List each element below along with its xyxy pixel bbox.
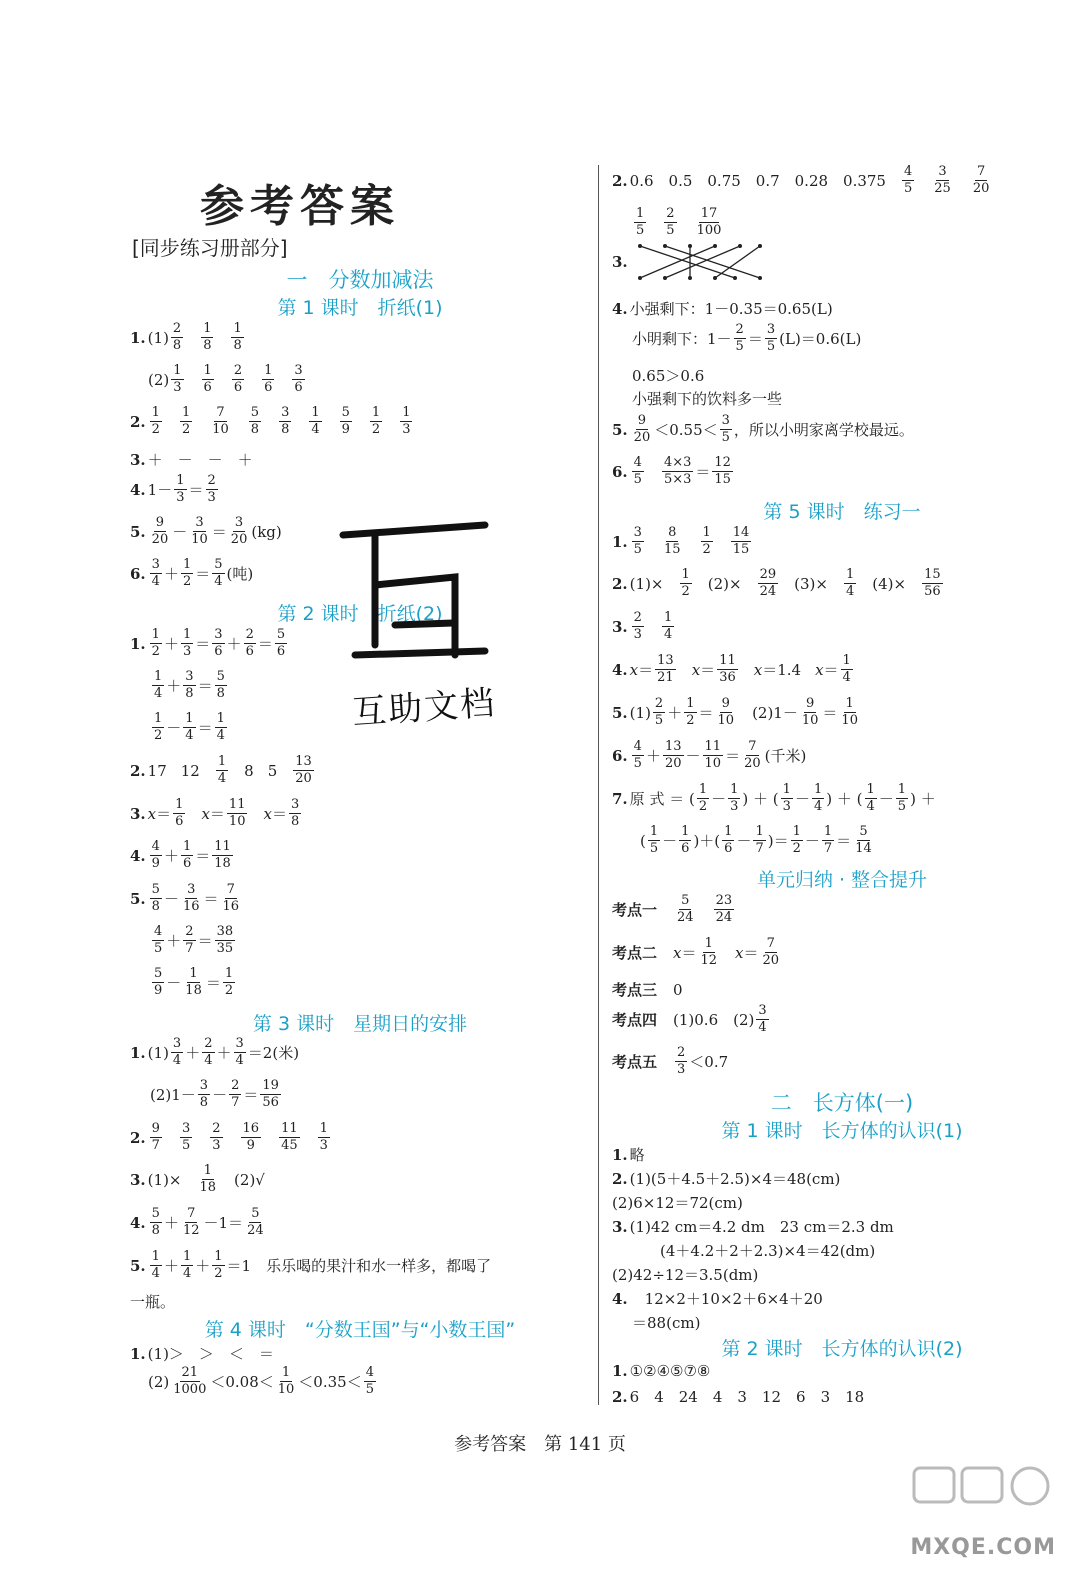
answer-line: $\frac{1}{2}$ － $\frac{1}{4}$ ＝ $\frac{1}{4}$ — [154, 711, 225, 743]
answer-line: 5. $\frac{9}{20}$ ＜0.55＜ $\frac{3}{5}$ ，所以小明家离学校最远。 — [612, 413, 914, 445]
column-divider — [598, 165, 599, 1405]
answer-line: 2. 0.6 0.5 0.75 0.7 0.28 0.375 $\frac{4}{5}$ $\frac{3}{25}$ $\frac{7}{20}$ — [612, 164, 990, 196]
answer-line: 0.65＞0.6 — [632, 367, 705, 385]
answer-line: (2)42÷12＝3.5(dm) — [612, 1266, 759, 1284]
unit-heading: 一 分数加减法 — [286, 268, 434, 292]
answer-line: $\frac{1}{4}$ ＋ $\frac{3}{8}$ ＝ $\frac{5}{8}$ — [154, 669, 225, 701]
answer-line: 5. $\frac{9}{20}$ － $\frac{3}{10}$ ＝ $\frac{3}{20}$ (kg) — [130, 515, 282, 547]
answer-line: 3. $\frac{2}{3}$ $\frac{1}{4}$ — [612, 610, 673, 642]
lesson-heading: 第 5 课时 练习一 — [763, 501, 921, 523]
answer-line: 2. $\frac{9}{7}$ $\frac{3}{5}$ $\frac{2}{3}$ $\frac{16}{9}$ $\frac{11}{45}$ $\frac{1}{3}$ — [130, 1121, 328, 1153]
matching-diagram — [630, 242, 770, 282]
answer-line: 2. $\frac{1}{2}$ $\frac{1}{2}$ $\frac{7}{10}$ $\frac{5}{8}$ $\frac{3}{8}$ $\frac{1}{4}$ $\frac{5}{9}$ $\frac{1}{2}$ $\frac{1}{3}$ — [130, 405, 411, 437]
answer-line: 1. (1) $\frac{2}{8}$ $\frac{1}{8}$ $\frac{1}{8}$ — [130, 321, 242, 353]
answer-line: (2) $\frac{1}{3}$ $\frac{1}{6}$ $\frac{2}{6}$ $\frac{1}{6}$ $\frac{3}{6}$ — [148, 363, 303, 395]
answer-line: $\frac{4}{5}$ ＋ $\frac{2}{7}$ ＝ $\frac{38}{35}$ — [154, 924, 234, 956]
answer-line: 1. $\frac{3}{5}$ $\frac{8}{15}$ $\frac{1}{2}$ $\frac{14}{15}$ — [612, 525, 750, 557]
answer-line: 2. 6 4 24 4 3 12 6 3 18 — [612, 1387, 865, 1406]
answer-line: 5. (1) $\frac{2}{5}$ ＋ $\frac{1}{2}$ ＝ $\frac{9}{10}$ (2)1－ $\frac{9}{10}$ ＝ $\frac{1}{10}$ — [612, 696, 858, 728]
page-title: 参考答案 — [200, 181, 400, 232]
answer-line: 1. (1)＞ ＞ ＜ ＝ — [130, 1344, 274, 1363]
review-heading: 单元归纳 · 整合提升 — [756, 869, 928, 891]
lesson-heading: 第 2 课时 长方体的认识(2) — [721, 1338, 963, 1360]
answer-line: 3. (1)42 cm＝4.2 dm 23 cm＝2.3 dm — [612, 1217, 894, 1236]
answer-line: ＝88(cm) — [632, 1314, 701, 1332]
answer-line: $\frac{1}{5}$ $\frac{2}{5}$ $\frac{17}{100}$ — [636, 206, 722, 238]
lesson-heading: 第 1 课时 折纸(1) — [277, 297, 443, 319]
answer-line: 6. $\frac{3}{4}$ ＋ $\frac{1}{2}$ ＝ $\frac{5}{4}$ (吨) — [130, 557, 254, 589]
answer-line: (2)1－ $\frac{3}{8}$ － $\frac{2}{7}$ ＝ $\frac{19}{56}$ — [150, 1078, 279, 1110]
answer-line: (4＋4.2＋2＋2.3)×4＝42(dm) — [660, 1242, 876, 1260]
answer-line: ( $\frac{1}{5}$ － $\frac{1}{6}$ )＋( $\frac{1}{6}$ － $\frac{1}{7}$ )＝ $\frac{1}{2}$ － $\frac{1}{7}$ ＝ $\frac{5}{14}$ — [640, 824, 872, 856]
lesson-heading: 第 3 课时 星期日的安排 — [252, 1013, 468, 1035]
answer-line: 4. x ＝ $\frac{13}{21}$ x ＝ $\frac{11}{36}$ x ＝1.4 x ＝ $\frac{1}{4}$ — [612, 653, 851, 685]
answer-line: 1. 略 — [612, 1145, 645, 1164]
answer-line: 小强剩下的饮料多一些 — [632, 390, 783, 408]
unit-heading: 二 长方体(一) — [770, 1091, 914, 1115]
answer-line: (2)6×12＝72(cm) — [612, 1194, 743, 1212]
answer-line: 2. (1)× $\frac{1}{2}$ (2)× $\frac{29}{24}$ (3)× $\frac{1}{4}$ (4)× $\frac{15}{56}$ — [612, 567, 941, 599]
answer-line: 4. 小强剩下：1－0.35＝0.65(L) — [612, 299, 833, 318]
answer-line: 1. ①②④⑤⑦⑧ — [612, 1362, 711, 1380]
answer-line: 考点五 $\frac{2}{3}$ ＜0.7 — [612, 1045, 729, 1077]
answer-line: 6. $\frac{4}{5}$ $\frac{4\times 3}{5\times 3}$ ＝ $\frac{12}{15}$ — [612, 455, 731, 487]
answer-line: 4. $\frac{4}{9}$ ＋ $\frac{1}{6}$ ＝ $\frac{11}{18}$ — [130, 839, 231, 871]
answer-line: 考点二 x ＝ $\frac{1}{12}$ x ＝ $\frac{7}{20}$ — [612, 936, 780, 968]
lesson-heading: 第 2 课时 折纸(2) — [277, 603, 443, 625]
watermark-text: 互助文档 — [351, 683, 498, 733]
answer-line: 4. 1－ $\frac{1}{3}$ ＝ $\frac{2}{3}$ — [130, 473, 216, 505]
answer-line: 1. $\frac{1}{2}$ ＋ $\frac{1}{3}$ ＝ $\frac{3}{6}$ ＋ $\frac{2}{6}$ ＝ $\frac{5}{6}$ — [130, 627, 286, 659]
lesson-heading: 第 1 课时 长方体的认识(1) — [721, 1120, 963, 1142]
answer-line: 4. $\frac{5}{8}$ ＋ $\frac{7}{12}$ －1＝ $\frac{5}{24}$ — [130, 1206, 264, 1238]
section-tag: [同步练习册部分] — [132, 236, 288, 260]
answer-line: 考点四 (1)0.6 (2) $\frac{3}{4}$ — [612, 1003, 767, 1035]
answer-line: 2. 17 12 $\frac{1}{4}$ 8 5 $\frac{13}{20}$ — [130, 754, 312, 786]
answer-line: 3. (1)× $\frac{1}{18}$ (2)√ — [130, 1163, 265, 1195]
answer-line: 7. 原 式 ＝ ( $\frac{1}{2}$ － $\frac{1}{3}$ ) ＋ ( $\frac{1}{3}$ － $\frac{1}{4}$ ) ＋ ( $\frac{1}{4}$ － $\frac{1}{5}$ ) ＋ — [612, 782, 936, 814]
answer-line: (2) $\frac{21}{1000}$ ＜0.08＜ $\frac{1}{10}$ ＜0.35＜ $\frac{4}{5}$ — [148, 1365, 374, 1397]
answer-line: 1. (1) $\frac{3}{4}$ ＋ $\frac{2}{4}$ ＋ $\frac{3}{4}$ ＝2(米) — [130, 1036, 300, 1068]
answer-line: 一瓶。 — [130, 1293, 176, 1311]
answer-line: 5. $\frac{1}{4}$ ＋ $\frac{1}{4}$ ＋ $\frac{1}{2}$ ＝1 乐乐喝的果汁和水一样多，都喝了 — [130, 1249, 492, 1281]
answer-line: 小明剩下：1－ $\frac{2}{5}$ ＝ $\frac{3}{5}$ (L)＝0.6(L) — [632, 322, 862, 354]
page-footer: 参考答案 第 141 页 — [454, 1434, 626, 1455]
answer-line: 3. — [612, 242, 770, 282]
answer-line: 3. ＋ － － ＋ — [130, 450, 253, 469]
lesson-heading: 第 4 课时 “分数王国”与“小数王国” — [204, 1319, 516, 1341]
answer-line: 5. $\frac{5}{8}$ － $\frac{3}{16}$ ＝ $\frac{7}{16}$ — [130, 882, 240, 914]
site-logo-text: MXQE.COM — [910, 1535, 1056, 1560]
answer-line: 考点一 $\frac{5}{24}$ $\frac{23}{24}$ — [612, 893, 733, 925]
answer-line: 4. 12×2＋10×2＋6×4＋20 — [612, 1289, 823, 1308]
answer-line: 6. $\frac{4}{5}$ ＋ $\frac{13}{20}$ － $\frac{11}{10}$ ＝ $\frac{7}{20}$ (千米) — [612, 739, 807, 771]
answer-line: 2. (1)(5＋4.5＋2.5)×4＝48(cm) — [612, 1169, 841, 1188]
answer-line: 考点三 0 — [612, 980, 683, 999]
answer-line: $\frac{5}{9}$ － $\frac{1}{18}$ ＝ $\frac{1}{2}$ — [154, 966, 234, 998]
answer-line: 3. x ＝ $\frac{1}{6}$ x ＝ $\frac{11}{10}$ x ＝ $\frac{3}{8}$ — [130, 797, 300, 829]
